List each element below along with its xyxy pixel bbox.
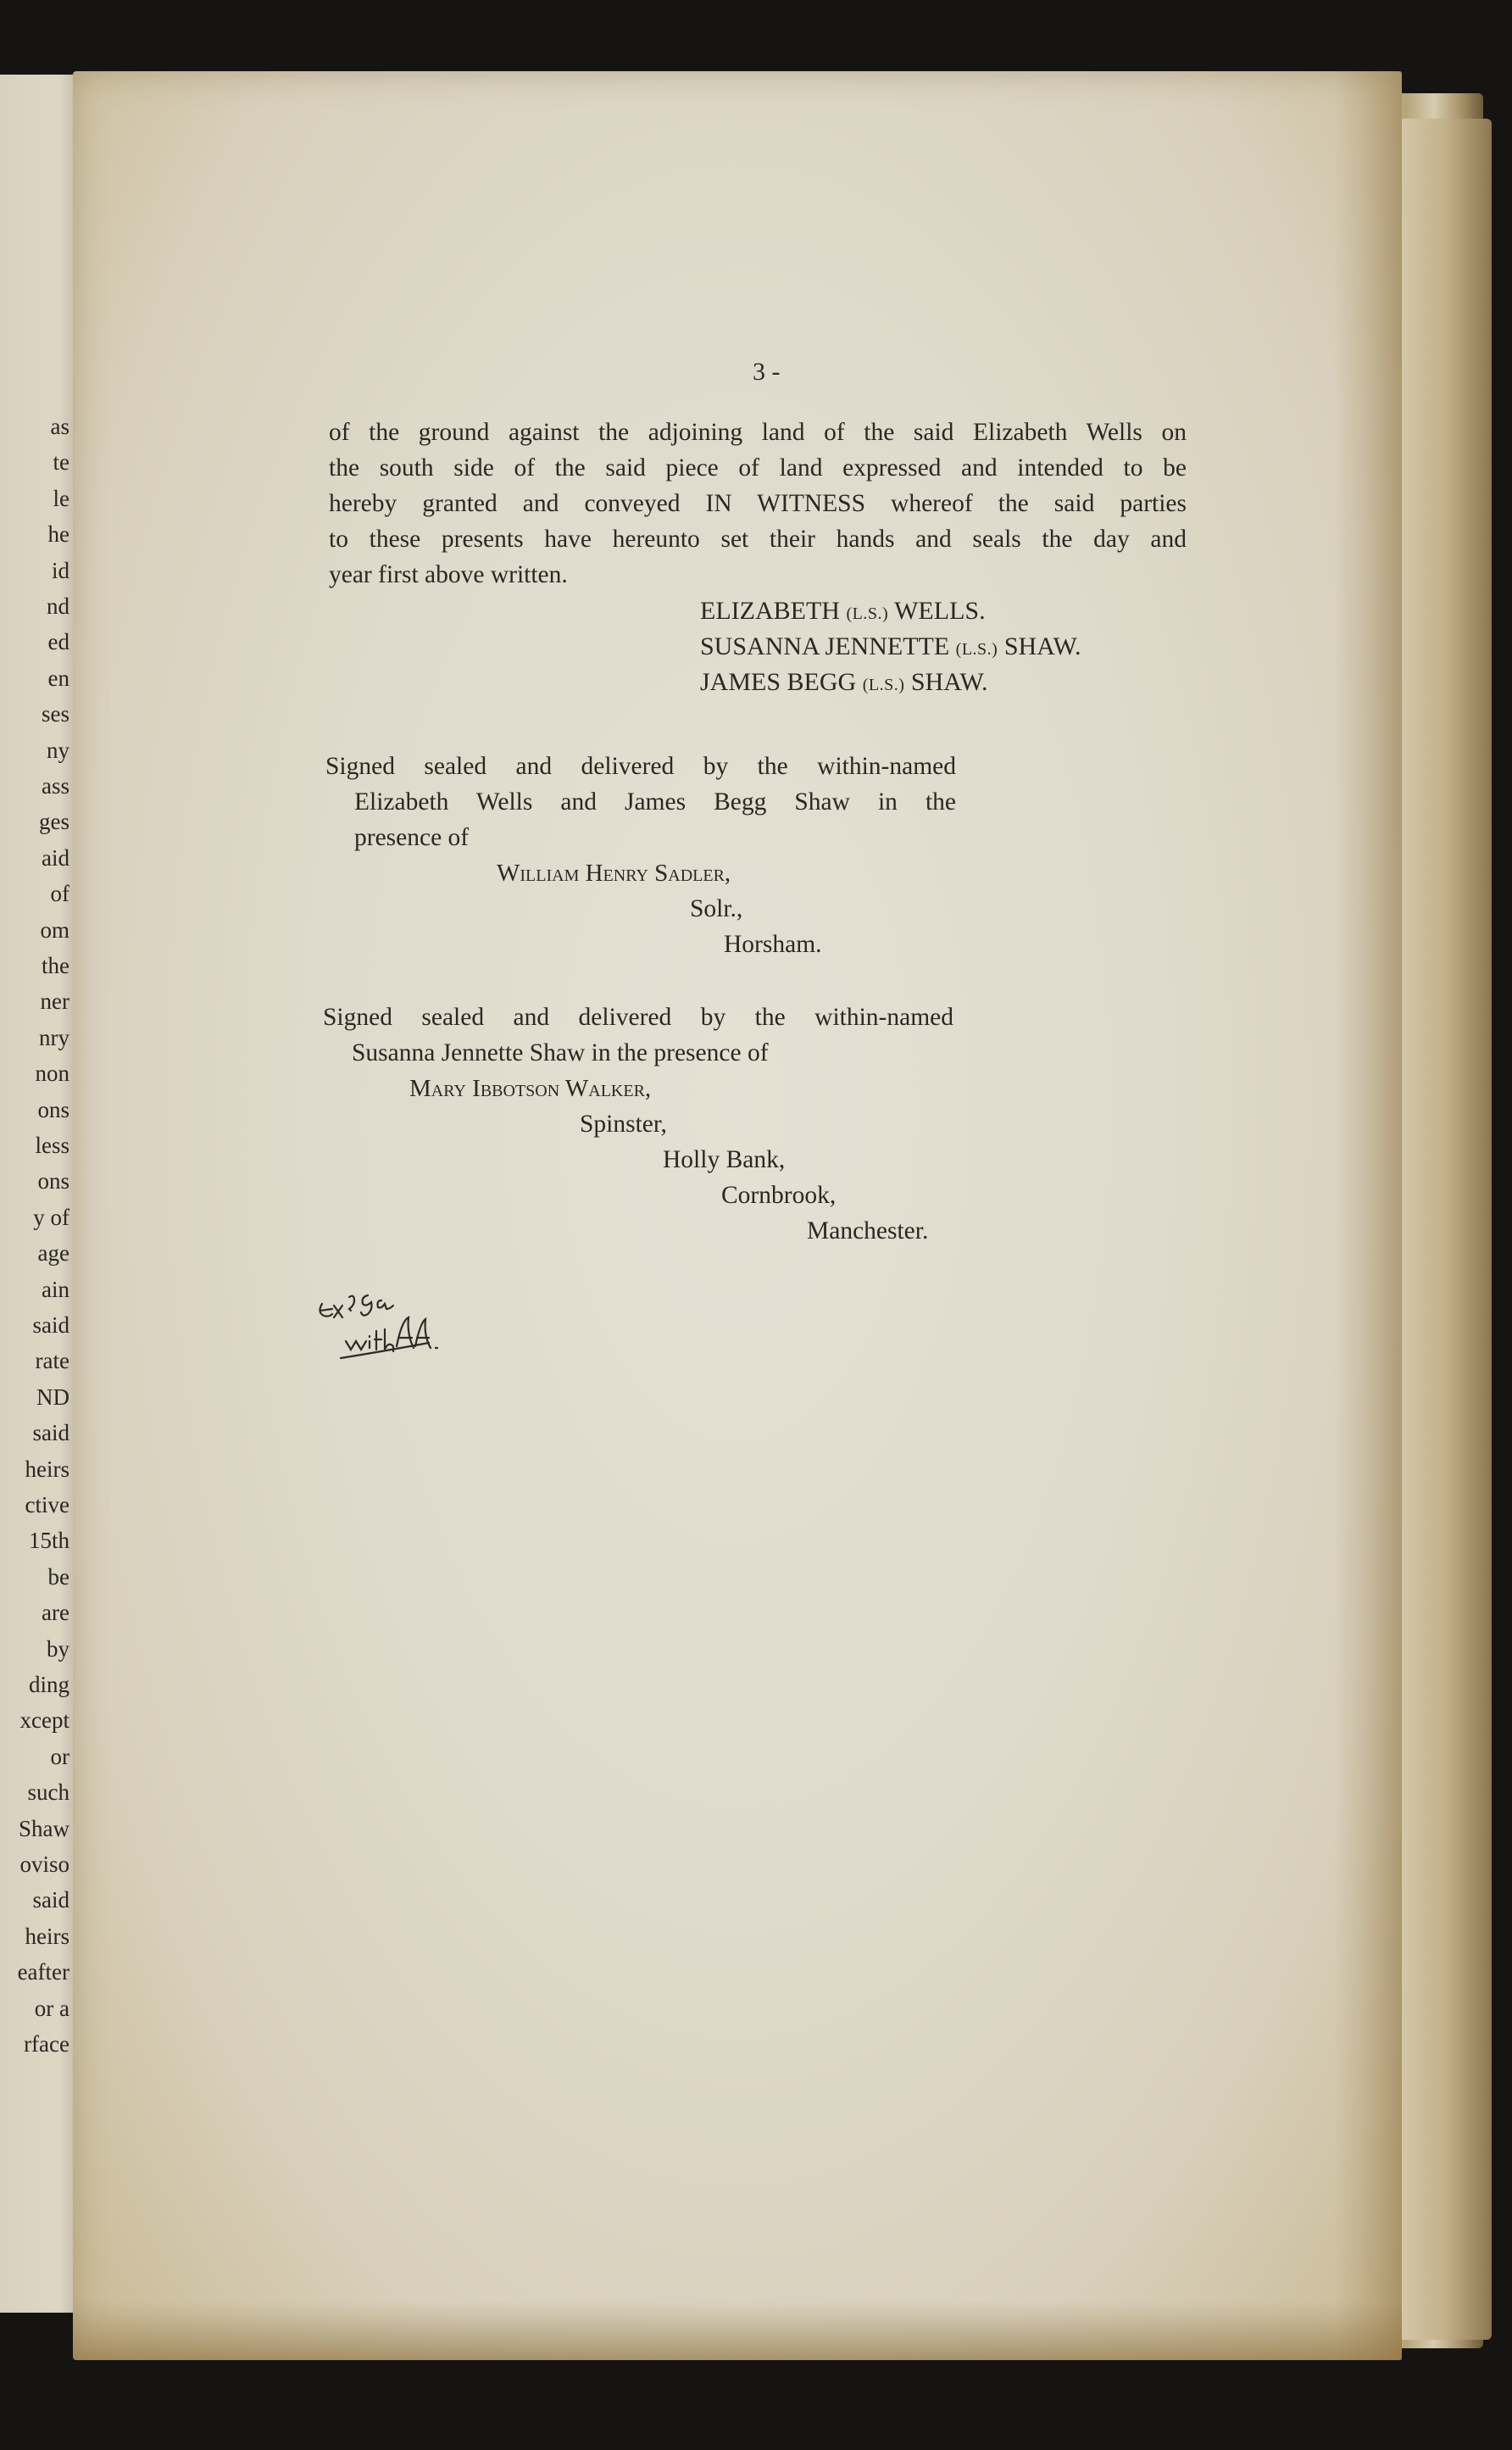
left-page-text-fragment: ND [36, 1384, 69, 1410]
left-page-text-fragment: heirs [25, 1923, 69, 1949]
left-page-text-fragment: xcept [19, 1707, 69, 1734]
left-page-text-fragment: be [47, 1563, 69, 1590]
left-page-text-fragment: heirs [25, 1456, 69, 1482]
left-page-text-fragment: ges [39, 809, 69, 835]
left-page-text-fragment: ed [47, 629, 69, 655]
left-page-text-fragment: are [42, 1600, 69, 1626]
witness-2-name: Mary Ibbotson Walker, [409, 1075, 652, 1102]
left-page-text-fragment: or a [34, 1995, 69, 2021]
left-page-text-fragment: less [35, 1133, 69, 1158]
left-page-text-fragment: as [50, 414, 69, 439]
left-page-text-fragment: om [40, 916, 69, 943]
attestation-1-line-1: Signed sealed and delivered by the within-named [325, 753, 956, 780]
seal-mark: (L.S.) [955, 640, 998, 659]
witness-1-place: Horsham. [724, 931, 822, 958]
left-page-text-fragment: of [50, 881, 69, 907]
witness-2-address-2: Cornbrook, [721, 1182, 837, 1209]
left-page-text-fragment: ons [37, 1168, 69, 1194]
left-page-text-fragment: nry [39, 1024, 69, 1050]
left-page-text-fragment: id [51, 557, 69, 583]
left-page-text-fragment: age [37, 1240, 69, 1267]
left-page-text-fragment: rface [24, 2031, 69, 2057]
page-number: 3 - [753, 358, 781, 386]
seal-mark: (L.S.) [846, 604, 889, 623]
left-page-text-fragment: nd [47, 593, 69, 619]
attestation-2-line-1: Signed sealed and delivered by the within-named [323, 1004, 953, 1031]
body-line-3: hereby granted and conveyed IN WITNESS whereof the said parties [329, 490, 1187, 517]
left-page-text-fragment: ding [28, 1672, 69, 1697]
left-page-text-fragment: 15th [28, 1528, 69, 1554]
left-page-text-fragment: rate [35, 1348, 69, 1374]
left-page-text-fragment: the [42, 953, 69, 978]
left-page-text-fragment: ass [42, 773, 69, 799]
signature-first-name: SUSANNA JENNETTE [700, 632, 950, 660]
witness-2-title: Spinster, [580, 1111, 667, 1138]
left-page-text-fragment: such [27, 1779, 69, 1806]
left-page-text-fragment: ny [47, 737, 69, 763]
signature-last-name: SHAW. [910, 668, 988, 696]
signature-last-name: SHAW. [1003, 632, 1081, 660]
left-page-text-fragment: ons [37, 1096, 69, 1122]
left-page-text-fragment: said [32, 1312, 69, 1338]
left-page-text-fragment: le [53, 485, 69, 511]
attestation-2-line-2: Susanna Jennette Shaw in the presence of [352, 1039, 769, 1066]
left-page-text-fragment: ses [42, 701, 69, 727]
witness-2-address-1: Holly Bank, [663, 1146, 786, 1173]
left-page-text-fragment: y of [33, 1204, 69, 1230]
left-page-text-fragment: Shaw [19, 1815, 69, 1841]
left-page-text-fragment: said [32, 1887, 69, 1913]
signature-first-name: ELIZABETH [700, 597, 840, 625]
body-line-4: to these presents have hereunto set their hands and seals the day and [329, 526, 1187, 553]
signature-last-name: WELLS. [894, 597, 986, 625]
page-stack-edge-inner [1398, 119, 1492, 2340]
previous-page-edge [0, 75, 85, 2313]
body-line-1: of the ground against the adjoining land of the said Elizabeth Wells on [329, 419, 1187, 446]
left-page-text-fragment: non [35, 1061, 69, 1087]
document-page [73, 71, 1402, 2360]
left-page-text-fragment: eafter [17, 1959, 69, 1985]
witness-1-title: Solr., [690, 895, 743, 922]
body-line-2: the south side of the said piece of land expressed and intended to be [329, 454, 1187, 482]
left-page-text-fragment: oviso [19, 1851, 69, 1877]
signature-susanna-shaw [700, 634, 1081, 660]
body-line-5: year first above written. [329, 561, 568, 588]
attestation-1-line-2: Elizabeth Wells and James Begg Shaw in the [354, 788, 956, 816]
witness-1-name: William Henry Sadler, [497, 860, 731, 887]
left-page-text-fragment: ctive [25, 1492, 69, 1517]
handwritten-annotation [315, 1289, 459, 1365]
left-page-text-fragment: or [50, 1743, 69, 1769]
left-page-text-fragment: en [47, 665, 69, 691]
left-page-text-fragment: te [53, 449, 69, 476]
witness-2-address-3: Manchester. [807, 1217, 929, 1244]
left-page-text-fragment: ain [42, 1276, 69, 1302]
left-page-text-fragment: ner [40, 988, 69, 1015]
left-page-text-fragment: aid [42, 844, 69, 871]
seal-mark: (L.S.) [862, 676, 905, 694]
left-page-text-fragment: he [47, 521, 69, 548]
signature-first-name: JAMES BEGG [700, 668, 857, 696]
left-page-text-fragment: said [32, 1420, 69, 1446]
signature-james-shaw [700, 670, 988, 695]
attestation-1-line-3: presence of [354, 824, 470, 851]
left-page-text-fragment: by [47, 1635, 69, 1662]
signature-elizabeth-wells [700, 599, 986, 624]
